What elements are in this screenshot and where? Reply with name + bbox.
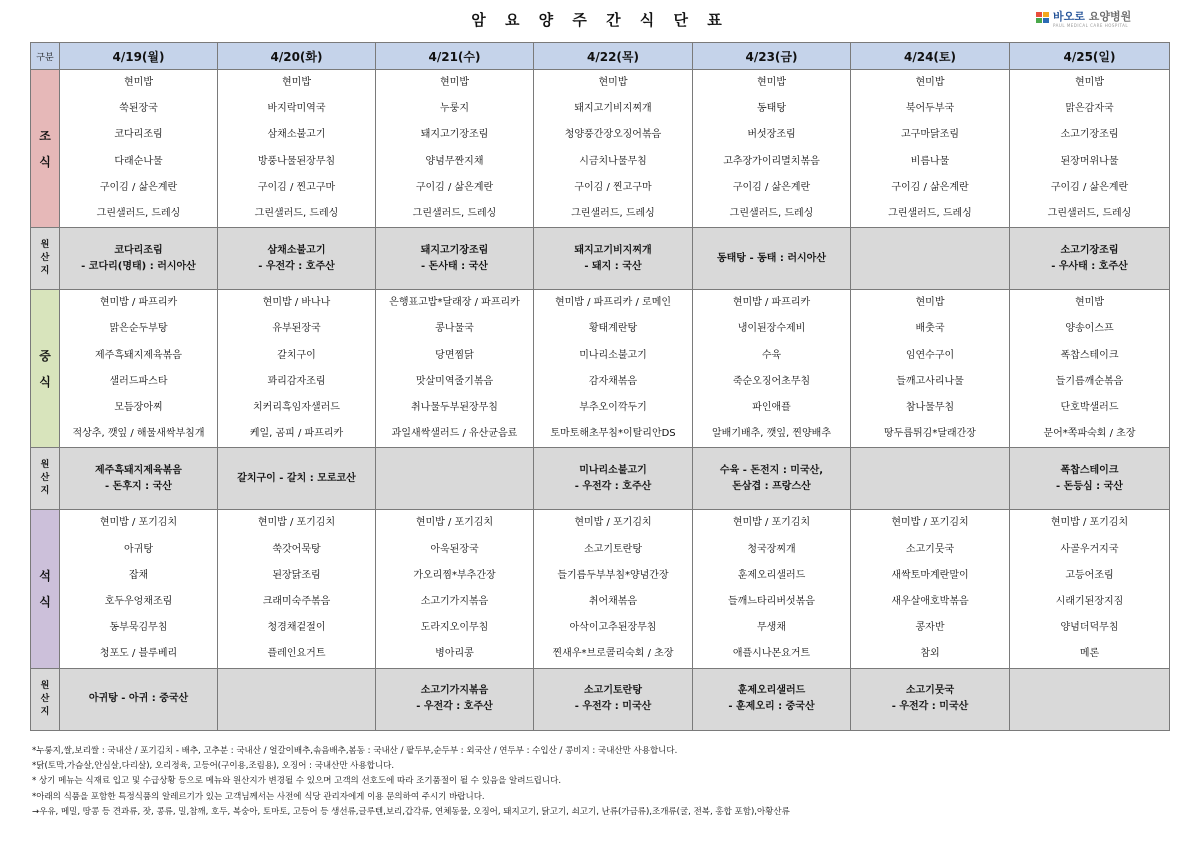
- label-char: 식: [39, 595, 51, 610]
- menu-item: 동부묵김무침: [109, 622, 168, 634]
- menu-item: 꽈리감자조림: [267, 375, 326, 387]
- menu-item: 돼지고기장조림: [420, 129, 489, 141]
- menu-item: 배춧국: [915, 323, 945, 335]
- menu-item: 감자채볶음: [588, 375, 638, 387]
- menu-item: 현미밥: [915, 77, 945, 88]
- menu-item: 구이김 / 찐고구마: [257, 181, 336, 193]
- menu-item: 모듬장아찌: [114, 402, 163, 414]
- menu-item: 문어*쪽파숙회 / 초장: [1043, 428, 1136, 440]
- menu-item: 구이김 / 찐고구마: [574, 181, 652, 193]
- header-day: 4/20(화): [218, 43, 376, 70]
- label-char: 산: [40, 253, 50, 264]
- origin-line: 소고기가지볶음: [420, 685, 489, 697]
- menu-item: 그린샐러드, 드레싱: [254, 208, 339, 220]
- origin-cell: [60, 228, 218, 290]
- menu-item: 시금치나물무침: [579, 155, 647, 167]
- menu-item: 찐새우*브로콜리숙회 / 초장: [552, 648, 674, 660]
- origin-cell: [1010, 668, 1170, 730]
- origin-line: - 우전각 : 호주산: [574, 480, 652, 492]
- menu-item: 현미밥 / 포기김치: [1050, 517, 1129, 529]
- origin-cell: [851, 668, 1010, 730]
- origin-cell: [376, 448, 534, 510]
- origin-line: 수육 - 돈전지 : 미국산,: [719, 464, 824, 476]
- logo-name: 요양병원: [1088, 10, 1132, 23]
- origin-line: 돼지고기비지찌개: [574, 244, 652, 256]
- menu-item: 샐러드파스타: [109, 375, 168, 387]
- dinner-row: [31, 510, 1170, 668]
- menu-item: 현미밥 / 파프리카: [732, 297, 811, 309]
- menu-item: 도라지오이무침: [420, 622, 489, 634]
- dinner-menu-cell: [376, 510, 534, 668]
- menu-item: 부추오이깍두기: [579, 402, 647, 414]
- menu-item: 은행표고밥*달래장 / 파프리카: [389, 297, 520, 309]
- lunch-label: [31, 290, 60, 448]
- menu-item: 현미밥 / 포기김치: [732, 517, 811, 529]
- menu-item: 새우살애호박볶음: [891, 596, 969, 608]
- menu-item: 그린샐러드, 드레싱: [96, 208, 181, 220]
- origin-cell: [218, 228, 376, 290]
- menu-item: 청포도 / 블루베리: [99, 648, 178, 660]
- menu-item: 무생채: [757, 622, 786, 634]
- dinner-menu-cell: [693, 510, 851, 668]
- menu-item: 청경채겉절이: [267, 622, 326, 634]
- menu-item: 플레인요거트: [267, 648, 326, 660]
- menu-item: 갈치구이: [277, 349, 316, 361]
- menu-item: 현미밥: [757, 77, 786, 88]
- note-line: *닭(토막,가슴살,안심살,다리살), 오리정육, 고등어(구이용,조림용), 오징어 : 국내산만 사용합니다.: [32, 761, 395, 772]
- menu-item: 현미밥: [440, 77, 469, 88]
- dinner-menu-cell: [60, 510, 218, 668]
- dinner-menu-cell: [534, 510, 693, 668]
- header-day: 4/21(수): [376, 43, 534, 70]
- origin-line: - 코다리(명태) : 러시아산: [81, 260, 196, 272]
- menu-item: 땅두릅튀김*달래간장: [884, 428, 976, 440]
- label-char: 산: [40, 473, 50, 484]
- header-day: 4/22(목): [534, 43, 693, 70]
- origin-line: 소고기토란탕: [584, 685, 642, 697]
- menu-item: 임연수구이: [905, 349, 955, 361]
- origin-line: 코다리조림: [114, 244, 163, 256]
- breakfast-menu-cell: [376, 70, 534, 228]
- origin-line: 폭찹스테이크: [1060, 464, 1119, 476]
- menu-item: 제주흑돼지제육볶음: [95, 349, 182, 361]
- menu-item: 알배기배추, 깻잎, 찐양배추: [712, 428, 831, 440]
- breakfast-menu-cell: [1010, 70, 1170, 228]
- menu-item: 비름나물: [910, 155, 950, 167]
- menu-item: 적상추, 깻잎 / 해물새싹부침개: [72, 428, 205, 440]
- lunch-menu-cell: [851, 290, 1010, 448]
- menu-item: 청양풍간장오징어볶음: [564, 129, 662, 141]
- origin-cell: [534, 668, 693, 730]
- label-char: 원: [40, 680, 50, 691]
- menu-item: 가오리찜*부추간장: [413, 569, 496, 581]
- origin-line: 삼채소불고기: [267, 244, 326, 256]
- origin-cell: [1010, 228, 1170, 290]
- menu-item: 현미밥: [915, 297, 945, 309]
- origin-cell: [534, 228, 693, 290]
- origin-line: - 돈사태 : 국산: [421, 260, 488, 272]
- header-row: [31, 43, 1170, 70]
- menu-item: 취나물두부된장무침: [411, 402, 498, 414]
- menu-item: 그린샐러드, 드레싱: [888, 208, 972, 220]
- dinner-origin-row: [31, 668, 1170, 730]
- menu-item: 폭찹스테이크: [1060, 349, 1119, 361]
- lunch-menu-cell: [1010, 290, 1170, 448]
- menu-item: 들깨느타리버섯볶음: [728, 596, 815, 608]
- menu-item: 그린샐러드, 드레싱: [412, 208, 497, 220]
- menu-item: 현미밥 / 포기김치: [891, 517, 969, 529]
- menu-item: 들기름깨순볶음: [1055, 375, 1124, 387]
- origin-cell: [60, 448, 218, 510]
- menu-item: 방풍나물된장무침: [257, 155, 336, 167]
- origin-line: - 우전각 : 호주산: [416, 701, 493, 713]
- header-day: 4/24(토): [851, 43, 1010, 70]
- origin-line: 소고기장조림: [1060, 244, 1119, 256]
- menu-item: 소고기토란탕: [584, 543, 642, 555]
- origin-cell: [60, 668, 218, 730]
- menu-item: 잡채: [128, 569, 149, 581]
- origin-line: - 훈제오리 : 중국산: [728, 701, 815, 713]
- logo-mark-icon: [1036, 12, 1050, 24]
- logo-subtitle: PAUL MEDICAL CARE HOSPITAL: [1053, 23, 1129, 28]
- weekly-menu-table: [30, 42, 1170, 731]
- breakfast-row: [31, 70, 1170, 228]
- origin-label: [31, 228, 60, 290]
- menu-item: 현미밥 / 포기김치: [99, 517, 178, 529]
- menu-item: 버섯장조림: [747, 129, 796, 141]
- menu-item: 현미밥 / 파프리카 / 로메인: [554, 297, 672, 309]
- menu-item: 현미밥: [124, 77, 153, 88]
- menu-item: 아귀탕: [124, 543, 153, 555]
- menu-item: 현미밥: [282, 77, 311, 88]
- origin-line: - 돈등심 : 국산: [1056, 480, 1123, 492]
- origin-line: - 돈후지 : 국산: [105, 480, 172, 492]
- menu-item: 양념더덕무침: [1060, 622, 1119, 634]
- menu-item: 동태탕: [757, 103, 786, 115]
- lunch-menu-cell: [60, 290, 218, 448]
- menu-item: 양념무짠지채: [425, 155, 484, 167]
- origin-line: 제주흑돼지제육볶음: [95, 464, 182, 476]
- menu-item: 현미밥 / 파프리카: [99, 297, 178, 309]
- menu-item: 현미밥: [598, 77, 628, 88]
- menu-item: 유부된장국: [272, 323, 321, 335]
- dinner-menu-cell: [1010, 510, 1170, 668]
- menu-item: 메론: [1079, 648, 1100, 660]
- origin-cell: [534, 448, 693, 510]
- menu-item: 구이김 / 삶은계란: [1050, 181, 1129, 193]
- origin-cell: [1010, 448, 1170, 510]
- menu-item: 그린샐러드, 드레싱: [571, 208, 655, 220]
- breakfast-menu-cell: [534, 70, 693, 228]
- label-char: 지: [40, 486, 50, 497]
- menu-item: 돼지고기비지찌개: [574, 103, 652, 115]
- origin-cell: [218, 668, 376, 730]
- menu-item: 양송이스프: [1065, 323, 1114, 335]
- menu-item: 케일, 곰피 / 파프리카: [249, 428, 344, 440]
- menu-item: 누룽지: [440, 103, 469, 115]
- menu-item: 콩자반: [915, 622, 945, 634]
- notes-section: [32, 744, 790, 820]
- origin-cell: [693, 448, 851, 510]
- origin-cell: [218, 448, 376, 510]
- breakfast-menu-cell: [851, 70, 1010, 228]
- menu-item: 소고기장조림: [1060, 129, 1119, 141]
- origin-cell: [851, 448, 1010, 510]
- menu-item: 현미밥 / 포기김치: [415, 517, 494, 529]
- origin-line: - 우전각 : 미국산: [574, 701, 652, 713]
- menu-item: 쑥된장국: [119, 103, 158, 115]
- lunch-menu-cell: [376, 290, 534, 448]
- note-line: *아래의 식품을 포함한 특정식품의 알레르기가 있는 고객님께서는 사전에 식당 관리자에게 이용 문의하여 주시기 바랍니다.: [32, 791, 485, 802]
- label-char: 중: [39, 348, 51, 363]
- menu-item: 들기름두부부침*양념간장: [557, 569, 669, 581]
- menu-item: 참나물무침: [905, 402, 955, 414]
- menu-item: 삼채소불고기: [267, 129, 326, 141]
- label-char: 지: [40, 706, 50, 717]
- menu-item: 그린샐러드, 드레싱: [729, 208, 814, 220]
- menu-item: 구이김 / 삶은계란: [891, 181, 969, 193]
- origin-line: 아귀탕 - 아귀 : 중국산: [88, 693, 189, 705]
- menu-item: 훈제오리샐러드: [737, 569, 806, 581]
- header-day: 4/23(금): [693, 43, 851, 70]
- breakfast-label: [31, 70, 60, 228]
- menu-item: 북어두부국: [905, 103, 955, 115]
- origin-cell: [376, 228, 534, 290]
- header-day: 4/25(일): [1010, 43, 1170, 70]
- dinner-menu-cell: [218, 510, 376, 668]
- origin-label: [31, 668, 60, 730]
- lunch-menu-cell: [534, 290, 693, 448]
- label-char: 식: [39, 374, 51, 389]
- origin-label: [31, 448, 60, 510]
- menu-item: 된장머위나물: [1060, 155, 1119, 167]
- note-line: * 상기 메뉴는 식재료 입고 및 수급상황 등으로 메뉴와 원산지가 변경될 수 있으며 고객의 선호도에 따라 조기품절이 될 수 있음을 알려드립니다.: [32, 776, 562, 787]
- label-char: 조: [39, 128, 51, 143]
- menu-item: 다래순나물: [114, 155, 163, 167]
- origin-line: 미나리소불고기: [579, 464, 647, 476]
- menu-item: 현미밥 / 바나나: [262, 297, 331, 309]
- label-char: 산: [40, 693, 50, 704]
- origin-cell: [376, 668, 534, 730]
- origin-line: 돼지고기장조림: [420, 244, 489, 256]
- origin-line: 돈삼겹 : 프랑스산: [732, 480, 811, 492]
- menu-item: 된장닭조림: [272, 569, 321, 581]
- menu-item: 과일새싹샐러드 / 유산균음료: [391, 428, 518, 440]
- origin-cell: [693, 228, 851, 290]
- dinner-menu-cell: [851, 510, 1010, 668]
- menu-item: 현미밥 / 포기김치: [257, 517, 336, 529]
- menu-item: 치커리흑임자샐러드: [253, 402, 340, 414]
- menu-item: 청국장찌개: [747, 543, 796, 555]
- origin-cell: [851, 228, 1010, 290]
- lunch-menu-cell: [218, 290, 376, 448]
- menu-item: 들깨고사리나물: [896, 375, 964, 387]
- menu-item: 시래기된장지짐: [1055, 596, 1124, 608]
- menu-item: 호두우엉채조림: [104, 596, 173, 608]
- menu-item: 사골우거지국: [1060, 543, 1119, 555]
- menu-item: 냉이된장수제비: [737, 323, 806, 335]
- origin-line: 갈치구이 - 갈치 : 모로코산: [237, 472, 356, 484]
- page-title: 암 요 양 주 간 식 단 표: [471, 11, 729, 29]
- lunch-row: [31, 290, 1170, 448]
- origin-line: - 우전각 : 호주산: [258, 260, 335, 272]
- menu-item: 맑은순두부탕: [109, 323, 168, 335]
- label-char: 식: [39, 154, 51, 169]
- menu-item: 취어채볶음: [588, 596, 638, 608]
- menu-item: 소고기가지볶음: [420, 596, 489, 608]
- menu-item: 고등어조림: [1065, 569, 1114, 581]
- menu-item: 콩나물국: [435, 323, 474, 335]
- menu-item: 코다리조림: [114, 129, 163, 141]
- menu-item: 참외: [920, 648, 940, 660]
- header-category: 구분: [31, 43, 60, 70]
- origin-line: 소고기뭇국: [905, 685, 955, 697]
- note-line: →우유, 메밀, 땅콩 등 견과류, 잣, 콩류, 밀,참깨, 호두, 복숭아, 토마토, 고등어 등 생선류,글루텐,보리,갑각류, 연체동물, 오징어, 돼지고기, 닭고기, 쇠고기, 난류(가금류),조개류(굴, 전복, 홍합 포함),아황산류: [32, 806, 790, 817]
- note-line: *누룽지,쌀,보리쌀 : 국내산 / 포기김치 - 배추, 고추분 : 국내산 / 얼갈이배추,솎음배추,봄동 : 국내산 / 팥두부,순두부 : 외국산 / 연두부 : 수입산 / 콩비지 : 국내산만 사용합니다.: [32, 746, 678, 756]
- menu-item: 맑은감자국: [1065, 103, 1114, 115]
- menu-item: 현미밥: [1075, 77, 1104, 88]
- menu-item: 현미밥: [1075, 297, 1104, 309]
- menu-item: 애플시나몬요거트: [732, 648, 811, 660]
- origin-line: 동태탕 - 동태 : 러시아산: [716, 252, 826, 264]
- origin-line: 훈제오리샐러드: [737, 685, 806, 697]
- lunch-menu-cell: [693, 290, 851, 448]
- hospital-logo: [1036, 10, 1131, 28]
- menu-item: 구이김 / 삶은계란: [732, 181, 811, 193]
- label-char: 지: [40, 266, 50, 277]
- menu-item: 파인애플: [752, 402, 791, 414]
- menu-item: 쑥갓어묵탕: [272, 543, 321, 555]
- menu-item: 병아리콩: [435, 648, 474, 660]
- breakfast-menu-cell: [218, 70, 376, 228]
- menu-item: 황태계란탕: [588, 323, 638, 335]
- menu-item: 아삭이고추된장무침: [569, 622, 657, 634]
- label-char: 석: [39, 569, 51, 584]
- menu-item: 고추장가이리멸치볶음: [723, 155, 820, 167]
- breakfast-origin-row: [31, 228, 1170, 290]
- menu-item: 미나리소불고기: [579, 349, 647, 361]
- menu-item: 구이김 / 삶은계란: [99, 181, 178, 193]
- breakfast-menu-cell: [60, 70, 218, 228]
- menu-item: 그린샐러드, 드레싱: [1047, 208, 1132, 220]
- menu-item: 토마토해초무침*이탈리안DS: [550, 428, 676, 440]
- dinner-label: [31, 510, 60, 668]
- label-char: 원: [40, 460, 50, 471]
- menu-item: 당면찜닭: [435, 349, 474, 361]
- menu-item: 맛살미역줄기볶음: [415, 375, 494, 387]
- label-char: 원: [40, 240, 50, 251]
- lunch-origin-row: [31, 448, 1170, 510]
- header-day: 4/19(월): [60, 43, 218, 70]
- menu-item: 수육: [761, 349, 782, 361]
- origin-line: - 우사태 : 호주산: [1051, 260, 1128, 272]
- breakfast-menu-cell: [693, 70, 851, 228]
- origin-line: - 돼지 : 국산: [584, 260, 642, 272]
- menu-item: 크래미숙주볶음: [262, 596, 331, 608]
- origin-cell: [693, 668, 851, 730]
- menu-item: 바지락미역국: [267, 103, 326, 115]
- origin-line: - 우전각 : 미국산: [891, 701, 969, 713]
- menu-item: 현미밥 / 포기김치: [574, 517, 652, 529]
- menu-item: 죽순오징어초무침: [732, 375, 811, 387]
- menu-item: 소고기뭇국: [905, 543, 955, 555]
- menu-item: 고구마닭조림: [901, 129, 959, 141]
- menu-item: 구이김 / 삶은계란: [415, 181, 494, 193]
- menu-item: 새싹토마계란말이: [891, 569, 969, 581]
- menu-item: 아욱된장국: [430, 543, 479, 555]
- menu-item: 단호박샐러드: [1060, 402, 1119, 414]
- logo-brand: 바오로: [1053, 10, 1085, 23]
